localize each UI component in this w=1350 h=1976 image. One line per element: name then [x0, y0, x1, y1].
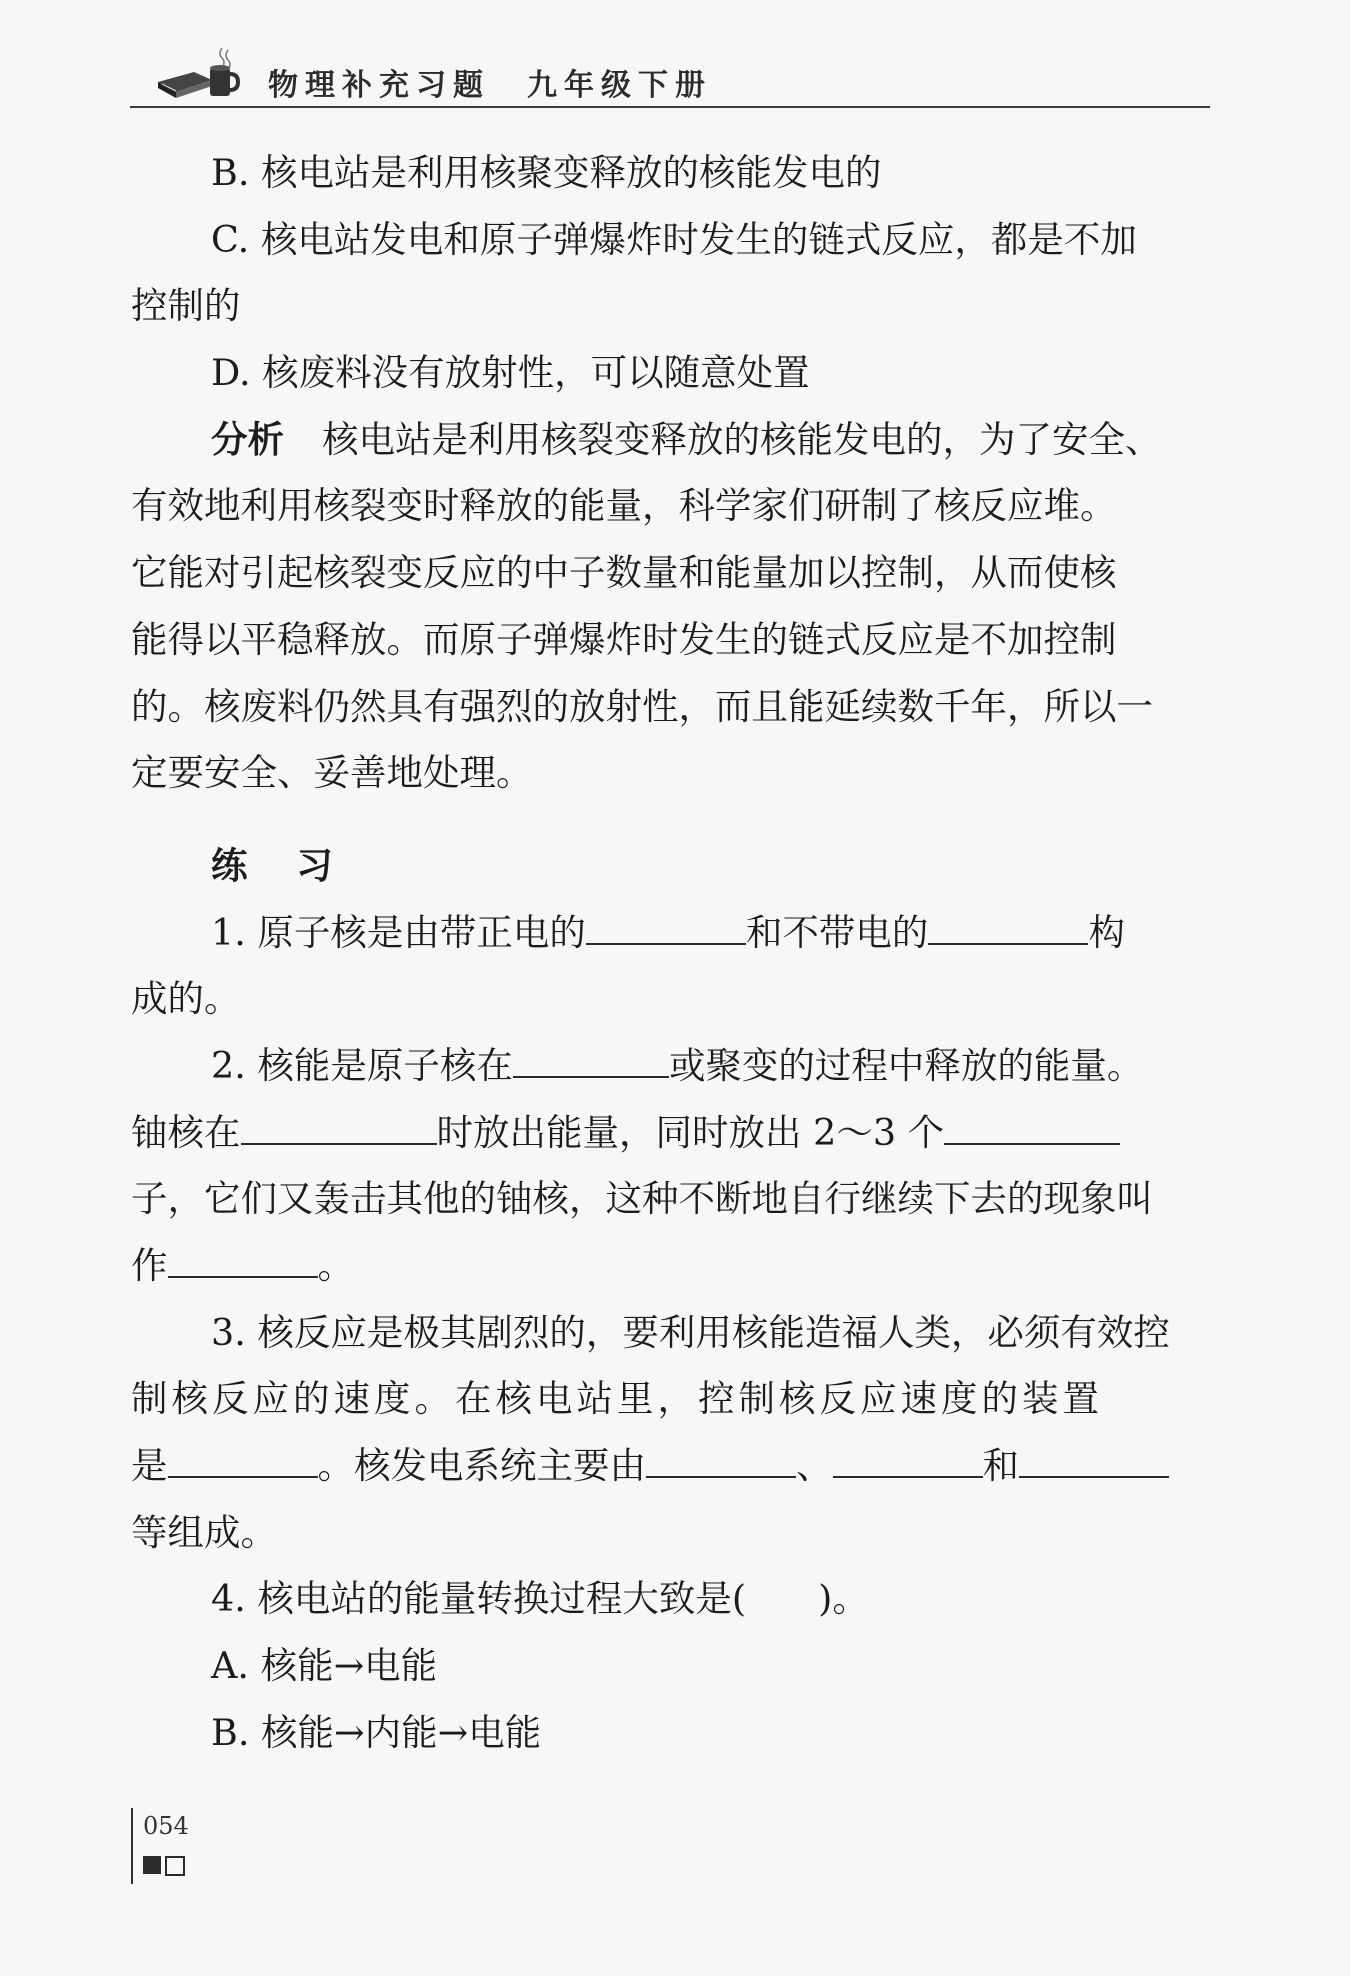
analysis-line2: 有效地利用核裂变时释放的能量，科学家们研制了核反应堆。	[131, 484, 1117, 528]
analysis-line3: 它能对引起核裂变反应的中子数量和能量加以控制，从而使核	[131, 551, 1117, 595]
practice-heading: 练 习	[211, 843, 351, 887]
question-1-line2: 成的。	[131, 977, 241, 1021]
q2-blank-2[interactable]	[241, 1119, 437, 1145]
option-c-line2: 控制的	[131, 284, 241, 328]
q2-text-c: 铀核在	[131, 1110, 241, 1154]
q2-text-a: 2. 核能是原子核在	[211, 1043, 513, 1087]
q1-blank-2[interactable]	[928, 919, 1088, 945]
header-title: 物理补充习题 九年级下册	[268, 68, 712, 103]
option-c-line1: C. 核电站发电和原子弹爆炸时发生的链式反应，都是不加	[211, 217, 1137, 261]
analysis-text-1: 核电站是利用核裂变释放的核能发电的，为了安全、	[322, 417, 1162, 461]
empty-square-icon	[165, 1856, 185, 1876]
q2-text-d: 时放出能量，同时放出 2～3 个	[436, 1110, 945, 1154]
filled-square-icon	[143, 1856, 161, 1874]
analysis-line4: 能得以平稳释放。而原子弹爆炸时发生的链式反应是不加控制	[131, 617, 1117, 661]
page-header	[130, 26, 1210, 110]
q2-blank-4[interactable]	[168, 1252, 318, 1278]
q3-text-d: 和	[982, 1444, 1019, 1488]
option-d: D. 核废料没有放射性，可以随意处置	[211, 351, 810, 395]
content-body	[131, 140, 1211, 1767]
q2-text-f: 。	[317, 1244, 354, 1287]
q2-blank-3[interactable]	[944, 1119, 1120, 1145]
question-2-line4	[131, 1233, 1211, 1300]
q3-blank-4[interactable]	[1019, 1452, 1169, 1478]
analysis-line5: 的。核废料仍然具有强烈的放射性，而且能延续数千年，所以一	[131, 684, 1153, 728]
question-1-line1	[131, 900, 1211, 967]
analysis-label: 分析	[211, 417, 284, 461]
question-4-option-a: A. 核能→电能	[211, 1644, 438, 1688]
page-number: 054	[143, 1812, 189, 1840]
q2-text-e: 作	[131, 1244, 168, 1287]
q3-text-b: 。核发电系统主要由	[317, 1444, 646, 1488]
question-3-line3	[131, 1433, 1211, 1500]
question-2-line3: 子，它们又轰击其他的铀核，这种不断地自行继续下去的现象叫	[131, 1177, 1153, 1221]
q2-blank-1[interactable]	[513, 1052, 669, 1078]
book-and-mug-icon	[154, 46, 240, 102]
q3-blank-1[interactable]	[168, 1452, 318, 1478]
question-3-line1: 3. 核反应是极其剧烈的，要利用核能造福人类，必须有效控	[211, 1310, 1170, 1354]
q3-text-a: 是	[131, 1444, 168, 1488]
question-2-line1	[131, 1033, 1211, 1100]
question-2-line2	[131, 1100, 1211, 1167]
question-3-line4: 等组成。	[131, 1510, 277, 1554]
q4-text-b: )。	[818, 1577, 869, 1621]
section-spacer	[131, 807, 1211, 833]
footer-divider	[131, 1808, 133, 1884]
page-footer	[131, 1808, 211, 1888]
q3-blank-2[interactable]	[646, 1452, 796, 1478]
q3-blank-3[interactable]	[833, 1452, 983, 1478]
q3-text-c: 、	[796, 1444, 833, 1488]
analysis-line6: 定要安全、妥善地处理。	[131, 751, 533, 795]
q1-blank-1[interactable]	[586, 919, 746, 945]
question-4-stem	[131, 1566, 1211, 1633]
q2-text-b: 或聚变的过程中释放的能量。	[668, 1043, 1144, 1087]
q1-text-c: 构	[1088, 910, 1125, 954]
analysis-line1	[131, 407, 1211, 474]
option-b: B. 核电站是利用核聚变释放的核能发电的	[211, 151, 882, 194]
header-divider	[130, 106, 1210, 108]
q4-text-a: 4. 核电站的能量转换过程大致是(	[211, 1577, 747, 1621]
q1-text-a: 1. 原子核是由带正电的	[211, 910, 586, 954]
q1-text-b: 和不带电的	[745, 910, 929, 954]
question-3-line2: 制核反应的速度。在核电站里，控制核反应速度的装置	[131, 1377, 1103, 1421]
question-4-option-b: B. 核能→内能→电能	[211, 1710, 542, 1754]
